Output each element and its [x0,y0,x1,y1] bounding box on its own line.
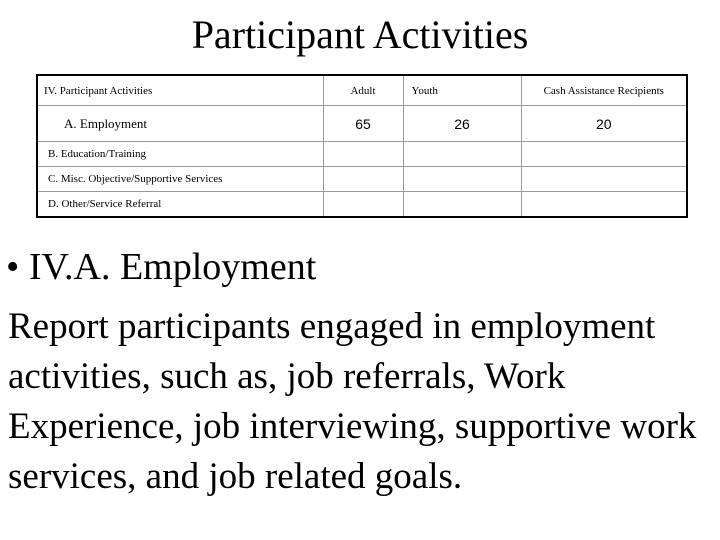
bullet-heading [6,243,316,291]
cell-cash [521,167,687,192]
row-label: A. Employment [37,106,323,142]
header-youth: Youth [403,75,521,106]
row-label: D. Other/Service Referral [37,192,323,217]
table-row [37,192,687,217]
cell-youth [403,142,521,167]
cell-youth [403,167,521,192]
cell-adult [323,192,403,217]
header-activities: IV. Participant Activities [37,75,323,106]
cell-cash [521,142,687,167]
row-label: B. Education/Training [37,142,167,167]
body-paragraph: Report participants engaged in employment activities, such as, job referrals, Work Experience, job interviewing, supportive work services, and job related goals. [8,306,697,497]
cell-adult [323,167,403,192]
cell-cash: 20 [521,106,687,142]
header-cash-assistance: Cash Assistance Recipients [521,75,687,106]
cell-adult: 65 [323,106,403,142]
table-row [37,167,687,192]
cell-youth [403,192,521,217]
cell-youth: 26 [403,106,521,142]
table-row [37,142,687,167]
header-adult: Adult [323,75,403,106]
cell-adult [323,142,403,167]
bullet-marker: • [6,246,20,288]
participant-activities-table [36,74,688,218]
cell-spacer [167,142,323,167]
table-header-row [37,75,687,106]
bullet-text: IV.A. Employment [28,246,317,288]
table-row [37,106,687,142]
slide-title: Participant Activities [191,12,529,57]
cell-cash [521,192,687,217]
row-label: C. Misc. Objective/Supportive Services [37,167,323,192]
